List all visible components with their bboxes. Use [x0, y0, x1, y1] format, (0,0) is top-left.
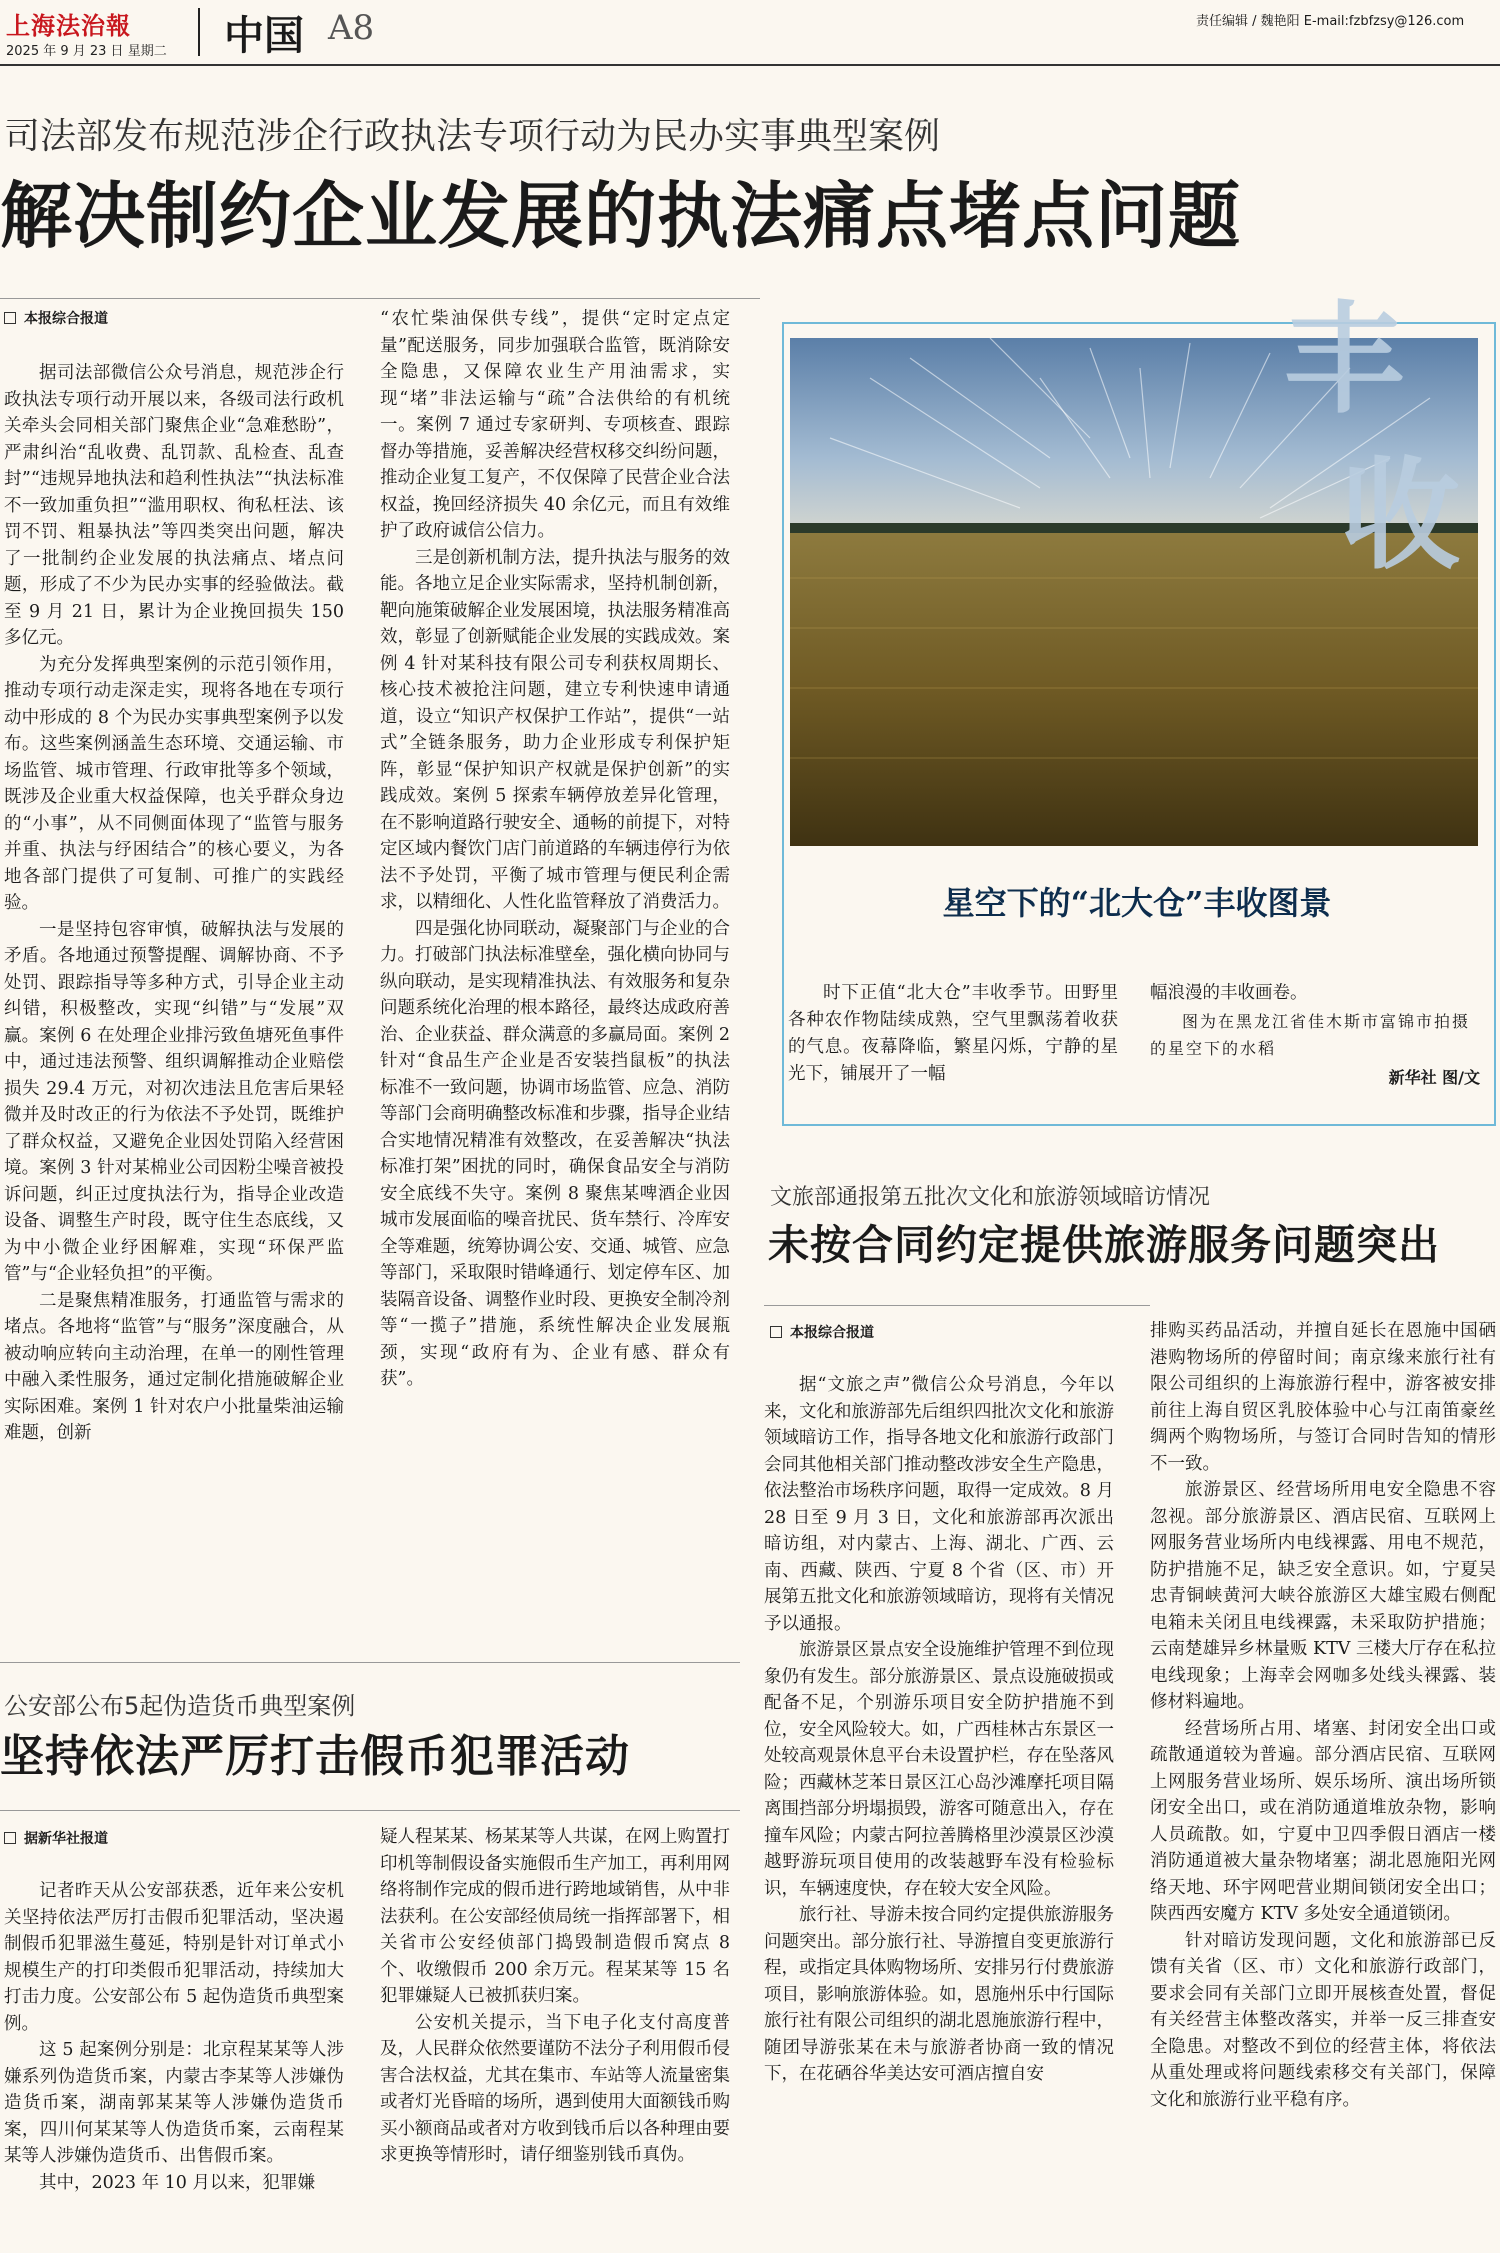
article3-headline: 坚持依法严厉打击假币犯罪活动	[0, 1731, 630, 1782]
page-number: A8	[328, 8, 375, 48]
newspaper-logo: 上海法治報	[6, 11, 131, 40]
byline-box-icon	[4, 312, 16, 324]
article2-byline	[770, 1322, 874, 1342]
article1-rule	[0, 298, 760, 299]
article1-headline: 解决制约企业发展的执法痛点堵点问题	[0, 173, 1242, 258]
article1-byline	[4, 308, 108, 328]
article1-paragraph: 一是坚持包容审慎，破解执法与发展的矛盾。各地通过预警提醒、调解协商、不予处罚、跟踪指导等多种方式，引导企业主动纠错，积极整改，实现“纠错”与“发展”双赢。案例 6 在处理企业排污致鱼塘死鱼事件中，通过违法预警、组织调解推动企业赔偿损失 29.4 万元，对初次违法且危害后果轻微并及时改正的行为依法不予处罚，既维护了群众权益，又避免企业因处罚陷入经营困境。案例 3 针对某棉业公司因粉尘噪音被投诉问题，纠正过度执法行为，指导企业改造设备、调整生产时段，既守住生态底线，又为中小微企业纾困解难，实现“环保严监管”与“企业轻负担”的平衡。	[4, 919, 344, 1284]
section-name: 中国	[224, 12, 304, 59]
article2-byline-text: 本报综合报道	[790, 1325, 874, 1341]
article2-headline: 未按合同约定提供旅游服务问题突出	[768, 1221, 1440, 1269]
article1-kicker: 司法部发布规范涉企行政执法专项行动为民办实事典型案例	[4, 116, 941, 157]
article2-paragraph: 旅行社、导游未按合同约定提供旅游服务问题突出。部分旅行社、导游擅自变更旅游行程，或指定具体购物场所、安排另行付费旅游项目，影响旅游体验。如，恩施州乐中行国际旅行社有限公司组织的湖北恩施旅游行程中，随团导游张某在未与旅游者协商一致的情况下，在花硒谷华美达安可酒店擅自安	[764, 1905, 1114, 2084]
byline-box-icon	[770, 1326, 782, 1338]
article3-paragraph: 记者昨天从公安部获悉，近年来公安机关坚持依法严厉打击假币犯罪活动，坚决遏制假币犯罪滋生蔓延，特别是针对订单式小规模生产的打印类假币犯罪活动，持续加大打击力度。公安部公布 5 起伪造货币典型案例。	[4, 1881, 344, 2034]
article2-paragraph: 据“文旅之声”微信公众号消息，今年以来，文化和旅游部先后组织四批次文化和旅游领域暗访工作，指导各地文化和旅游行政部门会同其他相关部门推动整改涉安全生产隐患，依法整治市场秩序问题，取得一定成效。8 月 28 日至 9 月 3 日，文化和旅游部再次派出暗访组，对内蒙古、上海、湖北、广西、云南、西藏、陕西、宁夏 8 个省（区、市）开展第五批文化和旅游领域暗访，现将有关情况予以通报。	[764, 1375, 1114, 1634]
photo-text-right: 幅浪漫的丰收画卷。	[1150, 983, 1308, 1003]
article2-paragraph: 旅游景区、经营场所用电安全隐患不容忽视。部分旅游景区、酒店民宿、互联网上网服务营业场所内电线裸露、用电不规范，防护措施不足，缺乏安全意识。如，宁夏吴忠青铜峡黄河大峡谷旅游区大雄宝殿右侧配电箱未关闭且电线裸露，未采取防护措施；云南楚雄异乡林量贩 KTV 三楼大厅存在私拉电线现象；上海幸会网咖多处线头裸露、装修材料遍地。	[1150, 1480, 1496, 1712]
harvest-character-2: 收	[1340, 445, 1460, 586]
article2-paragraph: 排购买药品活动，并擅自延长在恩施中国硒港购物场所的停留时间；南京缘来旅行社有限公司组织的上海旅游行程中，游客被安排前往上海自贸区乳胶体验中心与江南笛豪丝绸两个购物场所，与签订合同时告知的情形不一致。	[1150, 1321, 1496, 1474]
article2-column-2	[1150, 1318, 1496, 2248]
article1-column-2	[380, 306, 730, 1630]
article3-top-rule	[0, 1662, 740, 1663]
article3-rule	[0, 1810, 740, 1811]
article2-paragraph: 经营场所占用、堵塞、封闭安全出口或疏散通道较为普遍。部分酒店民宿、互联网上网服务营业场所、娱乐场所、演出场所锁闭安全出口，或在消防通道堆放杂物，影响人员疏散。如，宁夏中卫四季假日酒店一楼消防通道被大量杂物堵塞；湖北恩施阳光网络天地、环宇网吧营业期间锁闭安全出口；陕西西安魔方 KTV 多处安全通道锁闭。	[1150, 1718, 1496, 1924]
article2-paragraph: 旅游景区景点安全设施维护管理不到位现象仍有发生。部分旅游景区、景点设施破损或配备不足，个别游乐项目安全防护措施不到位，安全风险较大。如，广西桂林古东景区一处较高观景休息平台未设置护栏，存在坠落风险；西藏林芝苯日景区江心岛沙滩摩托项目隔离围挡部分坍塌损毁，游客可随意出入，存在撞车风险；内蒙古阿拉善腾格里沙漠景区沙漠越野游玩项目使用的改装越野车没有检验标识，车辆速度快，存在较大安全风险。	[764, 1640, 1114, 1899]
article1-paragraph: 为充分发挥典型案例的示范引领作用，推动专项行动走深走实，现将各地在专项行动中形成的 8 个为民办实事典型案例予以发布。这些案例涵盖生态环境、交通运输、市场监管、城市管理、行政审批等多个领域，既涉及企业重大权益保障，也关乎群众身边的“小事”，从不同侧面体现了“监管与服务并重、执法与纾困结合”的核心要义，为各地各部门提供了可复制、可推广的实践经验。	[4, 654, 344, 913]
article1-paragraph: 二是聚焦精准服务，打通监管与需求的堵点。各地将“监管”与“服务”深度融合，从被动响应转向主动治理，在单一的刚性管理中融入柔性服务，通过定制化措施破解企业实际困难。案例 1 针对农户小批量柴油运输难题，创新	[4, 1290, 344, 1443]
article3-byline	[4, 1828, 108, 1848]
photo-credit: 新华社 图/文	[1388, 1068, 1480, 1087]
article3-column-2	[380, 1824, 730, 2250]
article3-paragraph: 其中，2023 年 10 月以来，犯罪嫌	[39, 2172, 315, 2193]
article3-byline-text: 据新华社报道	[24, 1831, 108, 1847]
masthead-divider	[198, 8, 200, 56]
issue-date: 2025 年 9 月 23 日 星期二	[6, 44, 167, 59]
masthead-rule	[0, 64, 1500, 66]
article1-paragraph: “农忙柴油保供专线”，提供“定时定点定量”配送服务，同步加强联合监管，既消除安全隐患，又保障农业生产用油需求，实现“堵”非法运输与“疏”合法供给的有机统一。案例 7 通过专家研判、专项核查、跟踪督办等措施，妥善解决经营权移交纠纷问题，推动企业复工复产，不仅保障了民营企业合法权益，挽回经济损失 40 余亿元，而且有效维护了政府诚信公信力。	[380, 309, 730, 541]
article2-rule	[764, 1305, 1150, 1306]
photo-caption: 图为在黑龙江省佳木斯市富锦市拍摄的星空下的水稻	[1150, 1012, 1471, 1058]
photo-text-left: 时下正值“北大仓”丰收季节。田野里各种农作物陆续成熟，空气里飘荡着收获的气息。夜幕降临，繁星闪烁，宁静的星光下，铺展开了一幅	[788, 983, 1118, 1084]
article3-column-1	[4, 1878, 344, 2250]
harvest-character-1: 丰	[1284, 289, 1404, 430]
article1-byline-text: 本报综合报道	[24, 311, 108, 327]
photo-title: 星空下的“北大仓”丰收图景	[942, 884, 1332, 922]
article3-paragraph: 这 5 起案例分别是：北京程某某等人涉嫌系列伪造货币案，内蒙古李某等人涉嫌伪造货币案，湖南郭某某等人涉嫌伪造货币案，四川何某某等人伪造货币案，云南程某某等人涉嫌伪造货币、出售假币案。	[4, 2040, 344, 2166]
article3-paragraph: 疑人程某某、杨某某等人共谋，在网上购置打印机等制假设备实施假币生产加工，再利用网络将制作完成的假币进行跨地域销售，从中非法获利。在公安部经侦局统一指挥部署下，相关省市公安经侦部门捣毁制造假币窝点 8 个、收缴假币 200 余万元。程某某等 15 名犯罪嫌疑人已被抓获归案。	[380, 1827, 730, 2006]
article2-paragraph: 针对暗访发现问题，文化和旅游部已反馈有关省（区、市）文化和旅游行政部门，要求会同有关部门立即开展核查处置，督促有关经营主体整改落实，并举一反三排查安全隐患。对整改不到位的经营主体，将依法从重处理或将问题线索移交有关部门，保障文化和旅游行业平稳有序。	[1150, 1930, 1496, 2110]
article2-kicker: 文旅部通报第五批次文化和旅游领域暗访情况	[770, 1185, 1211, 1210]
editor-info: 责任编辑 / 魏艳阳 E-mail:fzbfzsy@126.com	[1196, 14, 1465, 29]
byline-box-icon	[4, 1832, 16, 1844]
article1-paragraph: 四是强化协同联动，凝聚部门与企业的合力。打破部门执法标准壁垒，强化横向协同与纵向联动，是实现精准执法、有效服务和复杂问题系统化治理的根本路径，最终达成政府善治、企业获益、群众满意的多赢局面。案例 2 针对“食品生产企业是否安装挡鼠板”的执法标准不一致问题，协调市场监管、应急、消防等部门会商明确整改标准和步骤，指导企业结合实地情况精准有效整改，在妥善解决“执法标准打架”困扰的同时，确保食品安全与消防安全底线不失守。案例 8 聚焦某啤酒企业因城市发展面临的噪音扰民、货车禁行、冷库安全等难题，统筹协调公安、交通、城管、应急等部门，采取限时错峰通行、划定停车区、加装隔音设备、调整作业时段、更换安全制冷剂等“一揽子”措施，系统性解决企业发展瓶颈，实现“政府有为、企业有感、群众有获”。	[380, 918, 730, 1389]
article1-column-1	[4, 360, 344, 1630]
article1-paragraph: 据司法部微信公众号消息，规范涉企行政执法专项行动开展以来，各级司法行政机关牵头会同相关部门聚焦企业“急难愁盼”，严肃纠治“乱收费、乱罚款、乱检查、乱查封”“违规异地执法和趋利性执法”“执法标准不一致加重负担”“滥用职权、徇私枉法、该罚不罚、粗暴执法”等四类突出问题，解决了一批制约企业发展的执法痛点、堵点问题，形成了不少为民办实事的经验做法。截至 9 月 21 日，累计为企业挽回损失 150 多亿元。	[4, 363, 344, 648]
article3-paragraph: 公安机关提示，当下电子化支付高度普及，人民群众依然要谨防不法分子利用假币侵害合法权益，尤其在集市、车站等人流量密集或者灯光昏暗的场所，遇到使用大面额钱币购买小额商品或者对方收到钱币后以各种理由要求更换等情形时，请仔细鉴别钱币真伪。	[380, 2012, 730, 2165]
article2-column-1	[764, 1372, 1114, 2248]
article1-paragraph: 三是创新机制方法，提升执法与服务的效能。各地立足企业实际需求，坚持机制创新，靶向施策破解企业发展困境，执法服务精准高效，彰显了创新赋能企业发展的实践成效。案例 4 针对某科技有限公司专利获权周期长、核心技术被抢注问题，建立专利快速申请通道，设立“知识产权保护工作站”，提供“一站式”全链条服务，助力企业形成专利保护矩阵，彰显“保护知识产权就是保护创新”的实践成效。案例 5 探索车辆停放差异化管理，在不影响道路行驶安全、通畅的前提下，对特定区域内餐饮门店门前道路的车辆违停行为依法不予处罚，平衡了城市管理与便民利企需求，以精细化、人性化监管释放了消费活力。	[380, 547, 730, 912]
article3-kicker: 公安部公布5起伪造货币典型案例	[4, 1692, 356, 1720]
